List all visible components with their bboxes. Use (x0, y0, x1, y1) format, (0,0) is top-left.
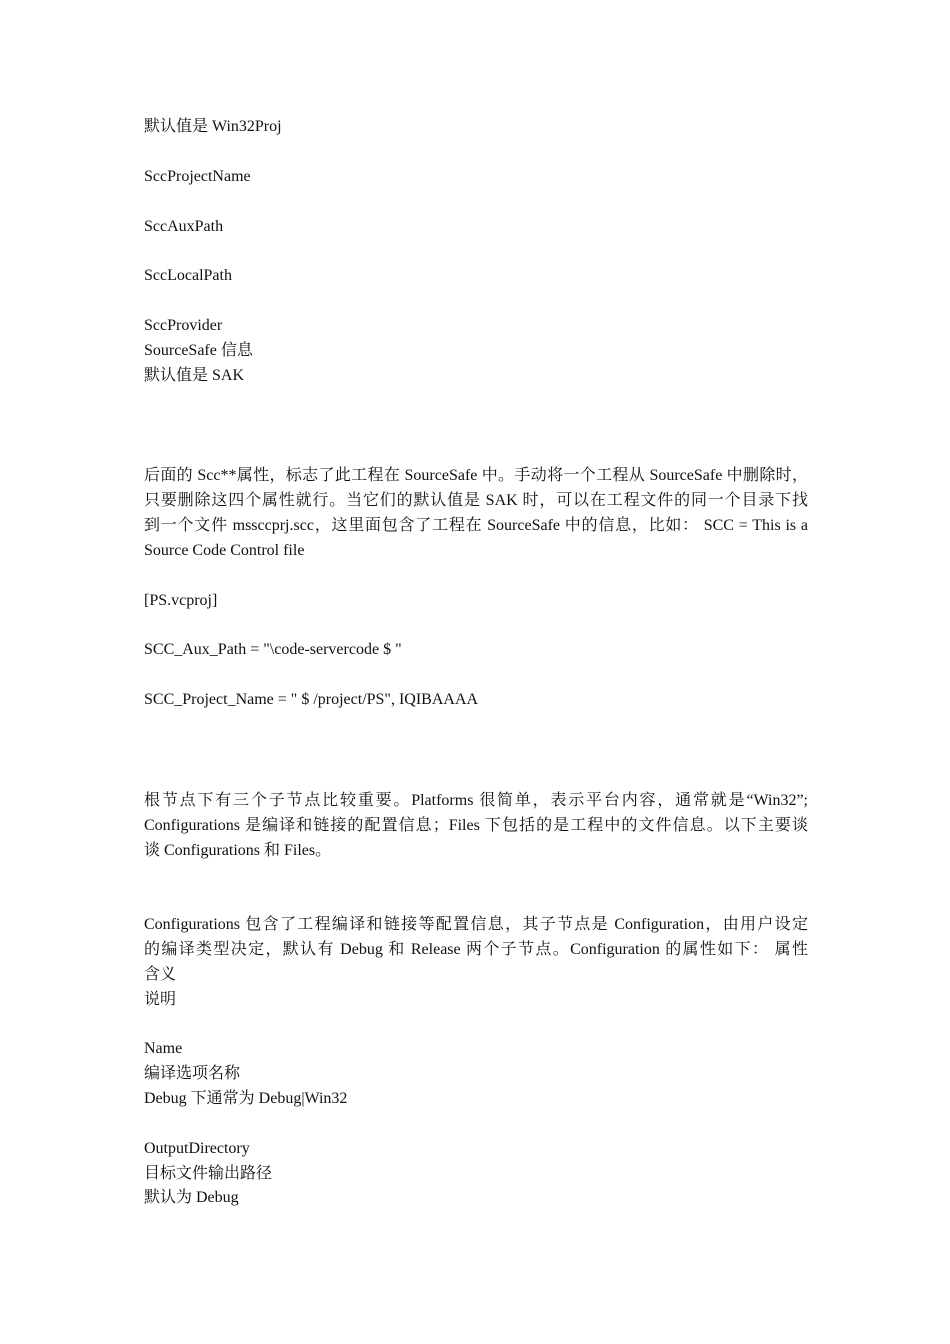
default-win32proj-line: 默认值是 Win32Proj (144, 118, 282, 135)
scc-local-path-line: SccLocalPath (144, 267, 232, 284)
config-paragraph-line: Configurations 包含了工程编译和链接等配置信息，其子节点是 Configuration，由用户设定 (144, 916, 808, 933)
scc-paragraph-line: Source Code Control file (144, 542, 305, 559)
attr-output-directory-note: 默认为 Debug (144, 1189, 239, 1206)
scc-paragraph-line: 后面的 Scc**属性，标志了此工程在 SourceSafe 中。手动将一个工程从 SourceSafe 中删除时， (144, 467, 808, 484)
attr-name-note: Debug 下通常为 Debug|Win32 (144, 1090, 348, 1107)
configurations-paragraph (144, 912, 808, 1012)
config-paragraph-line: 说明 (144, 991, 177, 1008)
root-node-paragraph (144, 788, 808, 863)
config-paragraph-line: 的编译类型决定，默认有 Debug 和 Release 两个子节点。Configuration 的属性如下： 属性 (144, 941, 808, 958)
scc-explanation-paragraph (144, 463, 808, 563)
scc-aux-path-code-line: SCC_Aux_Path = "\code-servercode $ " (144, 641, 402, 658)
attr-name-description: 编译选项名称 (144, 1065, 241, 1082)
scc-project-name-line: SccProjectName (144, 168, 251, 185)
attr-output-directory-description: 目标文件输出路径 (144, 1165, 273, 1182)
scc-paragraph-line: 到一个文件 mssccprj.scc，这里面包含了工程在 SourceSafe 中的信息，比如： SCC = This is a (144, 517, 808, 534)
attr-output-directory-label: OutputDirectory (144, 1140, 250, 1157)
vcproj-section-line: [PS.vcproj] (144, 592, 218, 609)
scc-provider-line: SccProvider (144, 317, 223, 334)
sourcesafe-info-line: SourceSafe 信息 (144, 342, 253, 359)
scc-paragraph-line: 只要删除这四个属性就行。当它们的默认值是 SAK 时，可以在工程文件的同一个目录下找 (144, 492, 808, 509)
root-paragraph-line: 谈 Configurations 和 Files。 (144, 842, 332, 859)
root-paragraph-line: Configurations 是编译和链接的配置信息；Files 下包括的是工程中的文件信息。以下主要谈 (144, 817, 808, 834)
scc-project-name-code-line: SCC_Project_Name = " $ /project/PS", IQIBAAAA (144, 691, 479, 708)
root-paragraph-line: 根节点下有三个子节点比较重要。Platforms 很简单，表示平台内容，通常就是“Win32”; (144, 792, 808, 809)
attr-name-label: Name (144, 1040, 183, 1057)
config-paragraph-line: 含义 (144, 966, 177, 983)
default-sak-line: 默认值是 SAK (144, 367, 245, 384)
scc-aux-path-line: SccAuxPath (144, 218, 224, 235)
